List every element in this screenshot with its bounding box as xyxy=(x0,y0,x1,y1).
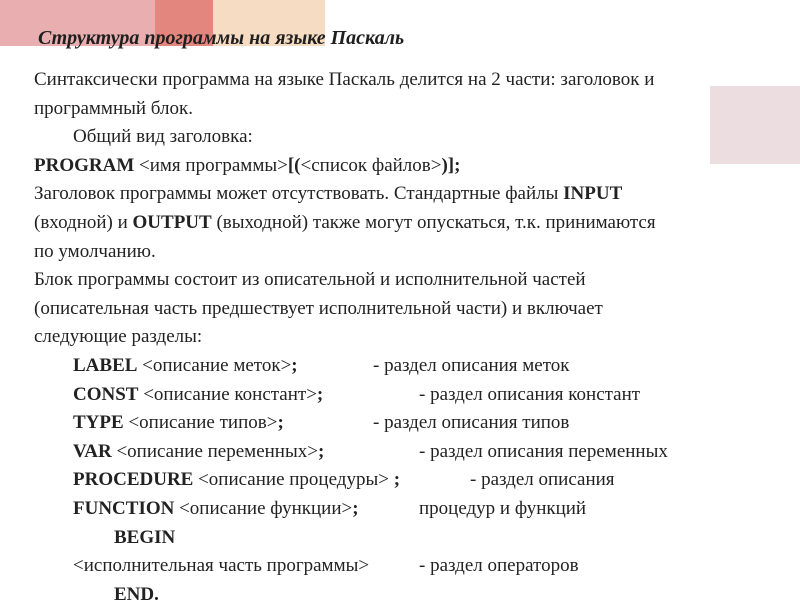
section-function-line xyxy=(34,495,774,524)
const-semicolon: ; xyxy=(316,383,324,405)
program-bracket-open: [( xyxy=(287,154,301,176)
var-arg: <описание переменных> xyxy=(111,440,318,462)
end-keyword: END. xyxy=(114,583,159,605)
procedure-desc: - раздел описания xyxy=(470,469,615,491)
input-keyword: INPUT xyxy=(563,183,623,205)
header-note-line-1 xyxy=(34,180,774,209)
header-note-text-a: Заголовок программы может отсутствовать. Стандартные файлы xyxy=(34,183,564,205)
function-arg: <описание функции> xyxy=(174,497,353,519)
type-keyword: TYPE xyxy=(73,412,124,434)
program-syntax-line xyxy=(34,152,774,181)
header-note-line-3: по умолчанию. xyxy=(34,240,156,262)
const-keyword: CONST xyxy=(73,383,139,405)
label-semicolon: ; xyxy=(291,354,298,376)
section-procedure-line xyxy=(34,466,774,495)
type-arg: <описание типов> xyxy=(123,412,278,434)
const-arg: <описание констант> xyxy=(138,383,317,405)
var-desc: - раздел описания переменных xyxy=(419,440,668,462)
const-desc: - раздел описания констант xyxy=(419,383,641,405)
output-keyword: OUTPUT xyxy=(132,211,212,233)
header-general-label: Общий вид заголовка: xyxy=(73,126,253,148)
program-bracket-close: )]; xyxy=(441,154,461,176)
intro-line-1: Синтаксически программа на языке Паскаль делится на 2 части: заголовок и xyxy=(34,69,655,90)
program-name-arg: <имя программы> xyxy=(134,154,288,176)
section-function-syntax xyxy=(73,495,419,524)
slide-title: Структура программы на языке Паскаль xyxy=(38,27,405,49)
block-desc-line-2: (описательная часть предшествует исполнительной части) и включает xyxy=(34,297,603,319)
header-note-text-c: (выходной) также могут опускаться, т.к. принимаются xyxy=(211,211,656,233)
procedure-keyword: PROCEDURE xyxy=(73,469,194,491)
function-desc: процедур и функций xyxy=(419,497,587,519)
intro-line-2: программный блок. xyxy=(34,97,193,119)
var-semicolon: ; xyxy=(317,440,325,462)
block-desc-line-1: Блок программы состоит из описательной и исполнительной частей xyxy=(34,269,586,291)
label-arg: <описание меток> xyxy=(137,354,292,376)
procedure-arg: <описание процедуры> xyxy=(193,469,389,491)
function-keyword: FUNCTION xyxy=(73,497,175,519)
section-type-line xyxy=(34,409,774,438)
slide-body xyxy=(34,66,774,609)
header-note-line-2 xyxy=(34,209,774,238)
type-desc: - раздел описания типов xyxy=(373,412,570,434)
begin-keyword: BEGIN xyxy=(114,526,176,548)
exec-part-line xyxy=(34,552,774,581)
section-procedure-syntax xyxy=(73,466,470,495)
type-semicolon: ; xyxy=(277,412,284,434)
header-note-text-b: (входной) и xyxy=(34,211,133,233)
section-const-line xyxy=(34,381,774,410)
label-keyword: LABEL xyxy=(73,354,138,376)
section-const-syntax xyxy=(73,381,419,410)
block-desc-line-3: следующие разделы: xyxy=(34,326,203,348)
procedure-semicolon: ; xyxy=(388,469,401,491)
program-files-arg: <список файлов> xyxy=(300,154,442,176)
program-keyword: PROGRAM xyxy=(34,154,135,176)
section-var-line xyxy=(34,438,774,467)
section-label-syntax xyxy=(73,352,373,381)
var-keyword: VAR xyxy=(73,440,112,462)
section-type-syntax xyxy=(73,409,373,438)
section-label-line xyxy=(34,352,774,381)
exec-part: <исполнительная часть программы> xyxy=(73,555,370,577)
exec-desc: - раздел операторов xyxy=(419,555,579,577)
function-semicolon: ; xyxy=(352,497,359,519)
section-var-syntax xyxy=(73,438,419,467)
label-desc: - раздел описания меток xyxy=(373,354,570,376)
